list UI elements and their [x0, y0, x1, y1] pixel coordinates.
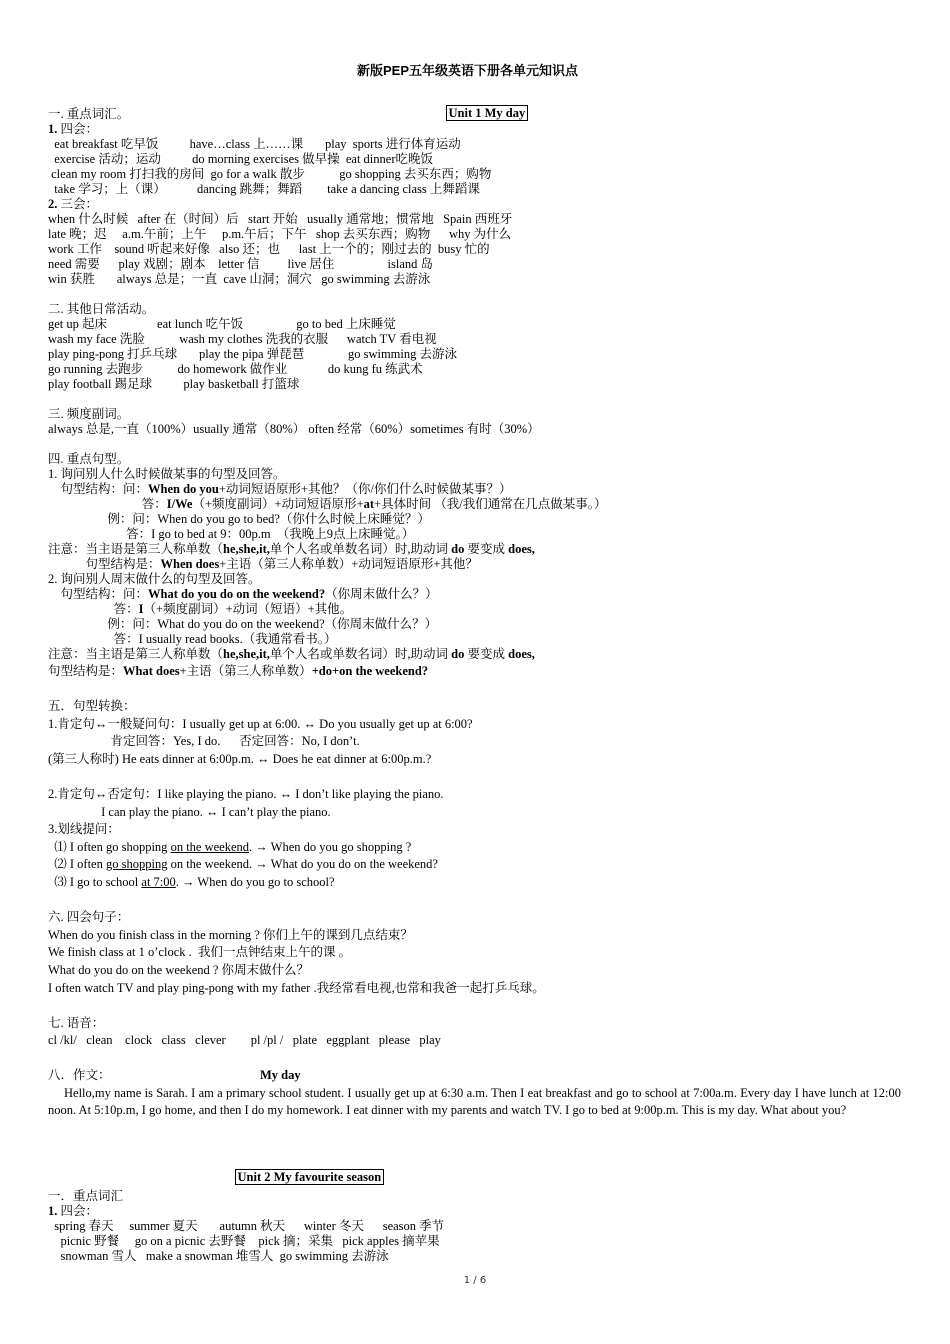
- document-title: 新版PEP五年级英语下册各单元知识点: [357, 63, 579, 78]
- page-number: 1 / 6: [463, 1275, 487, 1286]
- u1-pattern1-example-q: 例：问：When do you go to bed?（你什么时候上床睡觉？）: [48, 512, 430, 526]
- u1-three-line: win 获胜 always 总是；一直 cave 山洞；洞穴 go swimming 去游泳: [48, 272, 431, 286]
- u1-pattern2-question: 句型结构：问：What do you do on the weekend?（你周末做什么？）: [48, 587, 438, 601]
- u1-daily-line: get up 起床 eat lunch 吃午饭 go to bed 上床睡觉: [48, 317, 396, 331]
- u1-four-label: 1. 四会：: [48, 122, 99, 136]
- u1-essay-body: Hello,my name is Sarah. I am a primary school student. I usually get up at 6:30 a.m. Then I eat breakfast and go to school at 7:00a.m. Every day I have lunch at 12:00 noon. At 5:10p.m, I go home, and then I do my homework. I eat dinner with my parents and watch TV. I go to bed at 9:00p.m. This is my day. What about you?: [48, 1086, 901, 1117]
- u1-pattern1-question: 句型结构：问：When do you+动词短语原形+其他？（你/你们什么时候做某事？）: [48, 482, 512, 496]
- u1-section2-title: 二. 其他日常活动。: [48, 302, 155, 316]
- u1-transform-line: 1.肯定句↔一般疑问句：I usually get up at 6:00. ↔ Do you usually get up at 6:00?: [48, 717, 473, 731]
- unit1-heading: Unit 1 My day: [446, 105, 529, 121]
- u1-pattern1-title: 1. 询问别人什么时候做某事的句型及回答。: [48, 467, 286, 481]
- u1-section3-title: 三. 频度副词。: [48, 407, 130, 421]
- u1-section5-title: 五．句型转换：: [48, 699, 136, 713]
- u1-four-line: clean my room 打扫我的房间 go for a walk 散步 go shopping 去买东西；购物: [48, 167, 492, 181]
- u1-transform-line: (第三人称时) He eats dinner at 6:00p.m. ↔ Does he eat dinner at 6:00p.m.?: [48, 752, 432, 766]
- u1-section4-title: 四. 重点句型。: [48, 452, 130, 466]
- u1-pattern2-answer: 答：I（+频度副词）+动词（短语）+其他。: [48, 602, 353, 616]
- u1-three-line: work 工作 sound 听起来好像 also 还；也 last 上一个的；刚过去的 busy 忙的: [48, 242, 490, 256]
- u1-pattern1-example-a: 答：I go to bed at 9：00p.m （我晚上9点上床睡觉。）: [48, 527, 415, 541]
- u2-four-label: 1. 四会：: [48, 1204, 99, 1218]
- u1-note1-structure: 句型结构是：When does+主语（第三人称单数）+动词短语原形+其他？: [48, 557, 478, 571]
- u1-underline-question: ⑶ I go to school at 7:00. → When do you go to school?: [48, 875, 335, 889]
- u1-section8-title: 八．作文：: [48, 1068, 111, 1082]
- u1-three-label: 2. 三会：: [48, 197, 99, 211]
- u1-underline-question: ⑵ I often go shopping on the weekend. → What do you do on the weekend?: [48, 857, 438, 871]
- u1-underline-question-title: 3.划线提问：: [48, 822, 120, 836]
- u2-four-line: spring 春天 summer 夏天 autumn 秋天 winter 冬天 season 季节: [48, 1219, 445, 1233]
- u1-three-line: when 什么时候 after 在（时间）后 start 开始 usually 通常地；惯常地 Spain 西班牙: [48, 212, 513, 226]
- u1-underline-question: ⑴ I often go shopping on the weekend. → When do you go shopping ?: [48, 840, 412, 854]
- u1-transform-line: 肯定回答：Yes, I do. 否定回答：No, I don’t.: [48, 734, 360, 748]
- u1-four-line: exercise 活动；运动 do morning exercises 做早操 eat dinner吃晚饭: [48, 152, 433, 166]
- u1-pattern2-example-a: 答：I usually read books.（我通常看书。）: [48, 632, 337, 646]
- u1-four-line: eat breakfast 吃早饭 have…class 上……课 play sports 进行体育运动: [48, 137, 461, 151]
- u1-three-line: need 需要 play 戏剧；剧本 letter 信 live 居住 island 岛: [48, 257, 434, 271]
- u1-daily-line: go running 去跑步 do homework 做作业 do kung fu 练武术: [48, 362, 423, 376]
- unit2-heading: Unit 2 My favourite season: [235, 1169, 385, 1185]
- u1-sentence: I often watch TV and play ping-pong with my father .我经常看电视,也常和我爸一起打乒乓球。: [48, 981, 545, 995]
- u1-daily-line: wash my face 洗脸 wash my clothes 洗我的衣服 watch TV 看电视: [48, 332, 437, 346]
- u1-note1: 注意：当主语是第三人称单数（he,she,it,单个人名或单数名词）时,助动词 do 要变成 does,: [48, 542, 535, 556]
- u1-note2: 注意：当主语是第三人称单数（he,she,it,单个人名或单数名词）时,助动词 do 要变成 does,: [48, 647, 535, 661]
- u1-note2-structure: 句型结构是：What does+主语（第三人称单数）+do+on the weekend?: [48, 664, 429, 678]
- u1-pattern1-answer: 答：I/We（+频度副词）+动词短语原形+at+具体时间 （我/我们通常在几点做某事。）: [48, 497, 607, 511]
- u1-phonics: cl /kl/ clean clock class clever pl /pl / plate eggplant please play: [48, 1033, 441, 1047]
- u1-pattern2-title: 2. 询问别人周末做什么的句型及回答。: [48, 572, 261, 586]
- u1-daily-line: play ping-pong 打乒乓球 play the pipa 弹琵琶 go swimming 去游泳: [48, 347, 458, 361]
- u1-section1-title: 一. 重点词汇。: [48, 107, 130, 121]
- u2-four-line: snowman 雪人 make a snowman 堆雪人 go swimming 去游泳: [48, 1249, 389, 1263]
- u1-four-line: take 学习；上（课） dancing 跳舞；舞蹈 take a dancing class 上舞蹈课: [48, 182, 480, 196]
- u1-sentence: What do you do on the weekend ? 你周末做什么？: [48, 963, 310, 977]
- u1-frequency-adverbs: always 总是,一直（100%）usually 通常（80%） often 经常（60%）sometimes 有时（30%）: [48, 422, 540, 436]
- u2-section1-title: 一．重点词汇: [48, 1189, 124, 1203]
- u1-transform-line: 2.肯定句↔否定句：I like playing the piano. ↔ I don’t like playing the piano.: [48, 787, 444, 801]
- u1-essay-title: My day: [260, 1068, 301, 1082]
- u1-sentence: We finish class at 1 o’clock . 我们一点钟结束上午的课 。: [48, 945, 352, 959]
- u1-transform-line: I can play the piano. ↔ I can’t play the piano.: [48, 805, 331, 819]
- u1-daily-line: play football 踢足球 play basketball 打篮球: [48, 377, 300, 391]
- u1-section6-title: 六. 四会句子：: [48, 910, 130, 924]
- u1-sentence: When do you finish class in the morning ? 你们上午的课到几点结束？: [48, 928, 413, 942]
- u1-pattern2-example-q: 例：问：What do you do on the weekend?（你周末做什么？）: [48, 617, 438, 631]
- u1-section7-title: 七. 语音：: [48, 1016, 105, 1030]
- u1-three-line: late 晚；迟 a.m.午前；上午 p.m.午后；下午 shop 去买东西；购物 why 为什么: [48, 227, 512, 241]
- u2-four-line: picnic 野餐 go on a picnic 去野餐 pick 摘；采集 pick apples 摘苹果: [48, 1234, 440, 1248]
